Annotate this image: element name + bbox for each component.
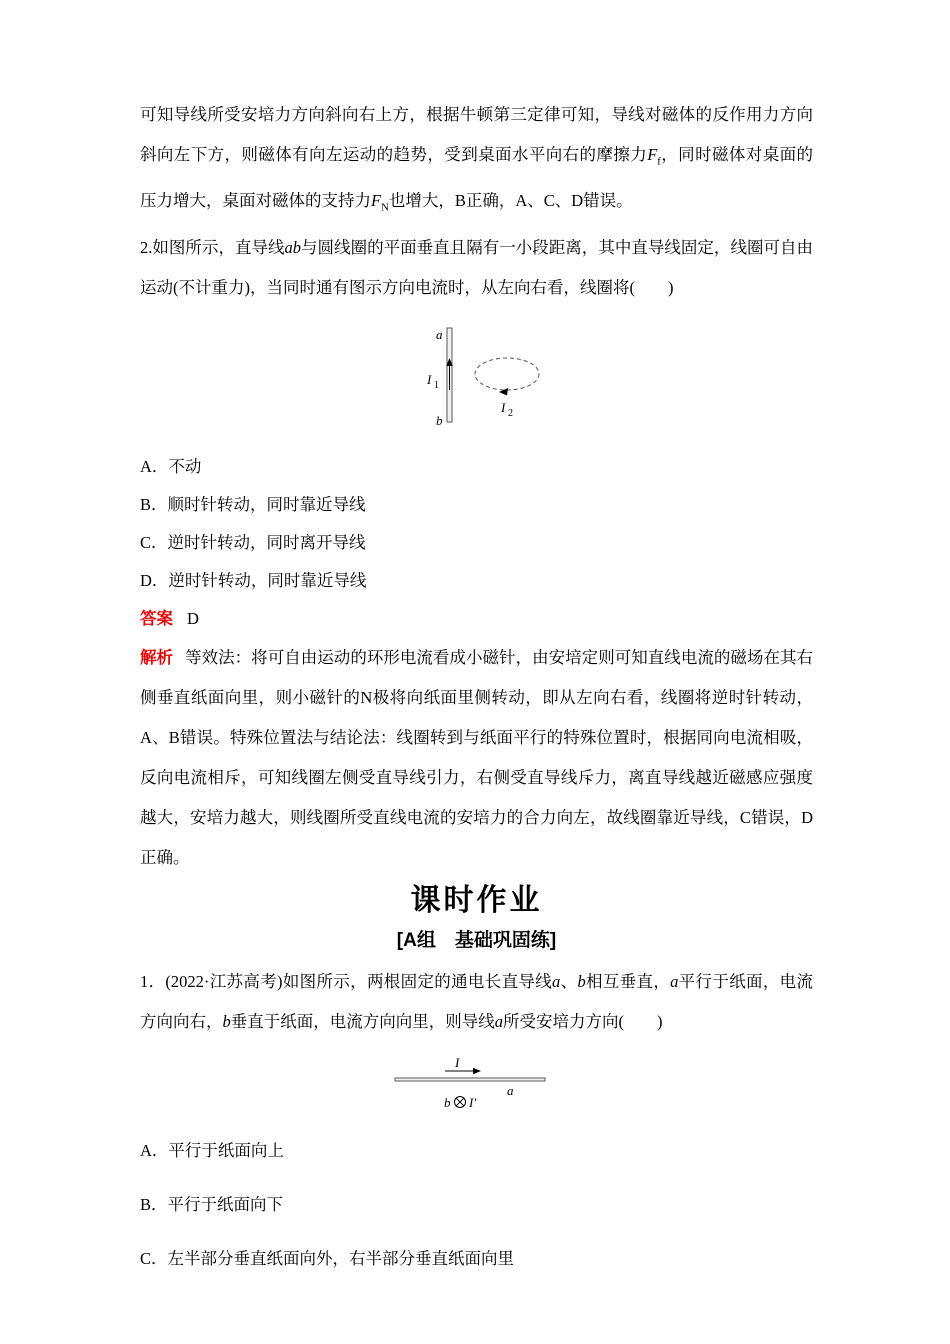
question2-stem-text-2: 与圆线圈的平面垂直且隔有一小段距离，其中直导线固定，线圈可自由运动(不计重力)，当同时通有图示方向电流时，从左向右看，线圈将( ) <box>140 237 813 297</box>
question1-stem-text-5: 垂直于纸面，电流方向向里，则导线 <box>230 1011 495 1031</box>
analysis-label: 解析 <box>140 648 174 667</box>
wire-b-variable: b <box>577 971 586 991</box>
prev-answer-paragraph <box>140 95 813 228</box>
current-i2-subscript: 2 <box>508 407 513 419</box>
question1-option-a: A．平行于纸面向上 <box>140 1140 284 1160</box>
current-i1-label: I <box>427 371 432 387</box>
question2-analysis <box>140 638 813 878</box>
question2-answer-line <box>140 600 813 638</box>
question1-stem <box>140 962 813 1042</box>
current-i-label: I <box>454 1055 459 1070</box>
wire-b-label: b <box>443 1094 450 1110</box>
question2-stem-text-1: 2.如图所示，直导线 <box>140 237 285 257</box>
normal-force-symbol: F <box>371 191 382 211</box>
question2-option-b: B．顺时针转动，同时靠近导线 <box>140 494 366 514</box>
question2-figure-svg <box>389 322 564 434</box>
prev-answer-text-2: ，同时磁体对桌面的压力增大，桌面对磁体的支持力 <box>140 145 814 211</box>
homework-section-title: 课时作业 <box>410 883 543 917</box>
current-i-arrowhead <box>473 1067 481 1073</box>
wire-end-b-label: b <box>436 412 443 428</box>
prev-answer-text-3: 也增大，B正确，A、C、D错误。 <box>388 191 633 211</box>
group-a-header: [A组 基础巩固练] <box>396 929 557 951</box>
question1-figure-svg <box>387 1056 567 1118</box>
question2-option-a: A．不动 <box>140 456 202 476</box>
current-i2-arrowhead <box>499 388 508 396</box>
page-content <box>140 95 813 1294</box>
prev-answer-text-1: 可知导线所受安培力方向斜向右上方，根据牛顿第三定律可知，导线对磁体的反作用力方向斜向左下方，则磁体有向左运动的趋势，受到桌面水平向右的摩擦力 <box>140 105 813 164</box>
question2-figure <box>140 308 813 448</box>
question1-option-c: C．左半部分垂直纸面向外，右半部分垂直纸面向里 <box>140 1248 515 1268</box>
current-i2-label: I <box>501 399 506 415</box>
question1-options <box>140 1132 813 1278</box>
question2-option-d: D．逆时针转动，同时靠近导线 <box>140 570 367 590</box>
question2-options <box>140 448 813 600</box>
question1-stem-text-3: 相互垂直， <box>585 971 671 991</box>
coil-ellipse <box>475 358 539 390</box>
friction-force-subscript: f <box>657 155 661 168</box>
wire-a-variable-3: a <box>494 1011 503 1031</box>
question1-stem-text-4: 平行于纸面，电流方向向右， <box>140 971 814 1031</box>
wire-a-variable: a <box>552 971 561 991</box>
wire-ab-variable: ab <box>284 237 302 257</box>
normal-force-subscript: N <box>381 201 389 214</box>
question2-stem <box>140 228 813 308</box>
current-i1-subscript: 1 <box>434 379 439 391</box>
question1-figure <box>140 1042 813 1132</box>
answer-label: 答案 <box>140 609 173 628</box>
question2-analysis-text: 等效法：将可自由运动的环形电流看成小磁针，由安培定则可知直线电流的磁场在其右侧垂直纸面向里，则小磁针的N极将向纸面里侧转动，即从左向右看，线圈将逆时针转动，A、B错误。特殊位置法与结论法：线圈转到与纸面平行的特殊位置时，根据同向电流相吸，反向电流相斥，可知线圈左侧受直导线引力，右侧受直导线斥力，离直导线越近磁感应强度越大，安培力越大，则线圈所受直线电流的安培力的合力向左，故线圈靠近导线，C错误，D正确。 <box>140 647 814 867</box>
question1-stem-text-1: 1．(2022·江苏高考)如图所示，两根固定的通电长直导线 <box>140 971 553 991</box>
question1-stem-text-6: 所受安培力方向( ) <box>503 1011 663 1031</box>
wire-b-variable-2: b <box>222 1011 231 1031</box>
wire-end-a-label: a <box>436 326 443 342</box>
question1-stem-text-2: 、 <box>560 971 578 991</box>
wire-a-variable-2: a <box>670 971 679 991</box>
current-iprime-label: I′ <box>468 1094 476 1110</box>
wire-a-label: a <box>506 1082 513 1098</box>
friction-force-symbol: F <box>647 145 658 164</box>
question2-answer-value: D <box>187 608 199 628</box>
question1-option-b: B．平行于纸面向下 <box>140 1194 284 1214</box>
wire-a-rod <box>395 1078 545 1081</box>
question2-option-c: C．逆时针转动，同时离开导线 <box>140 532 366 552</box>
